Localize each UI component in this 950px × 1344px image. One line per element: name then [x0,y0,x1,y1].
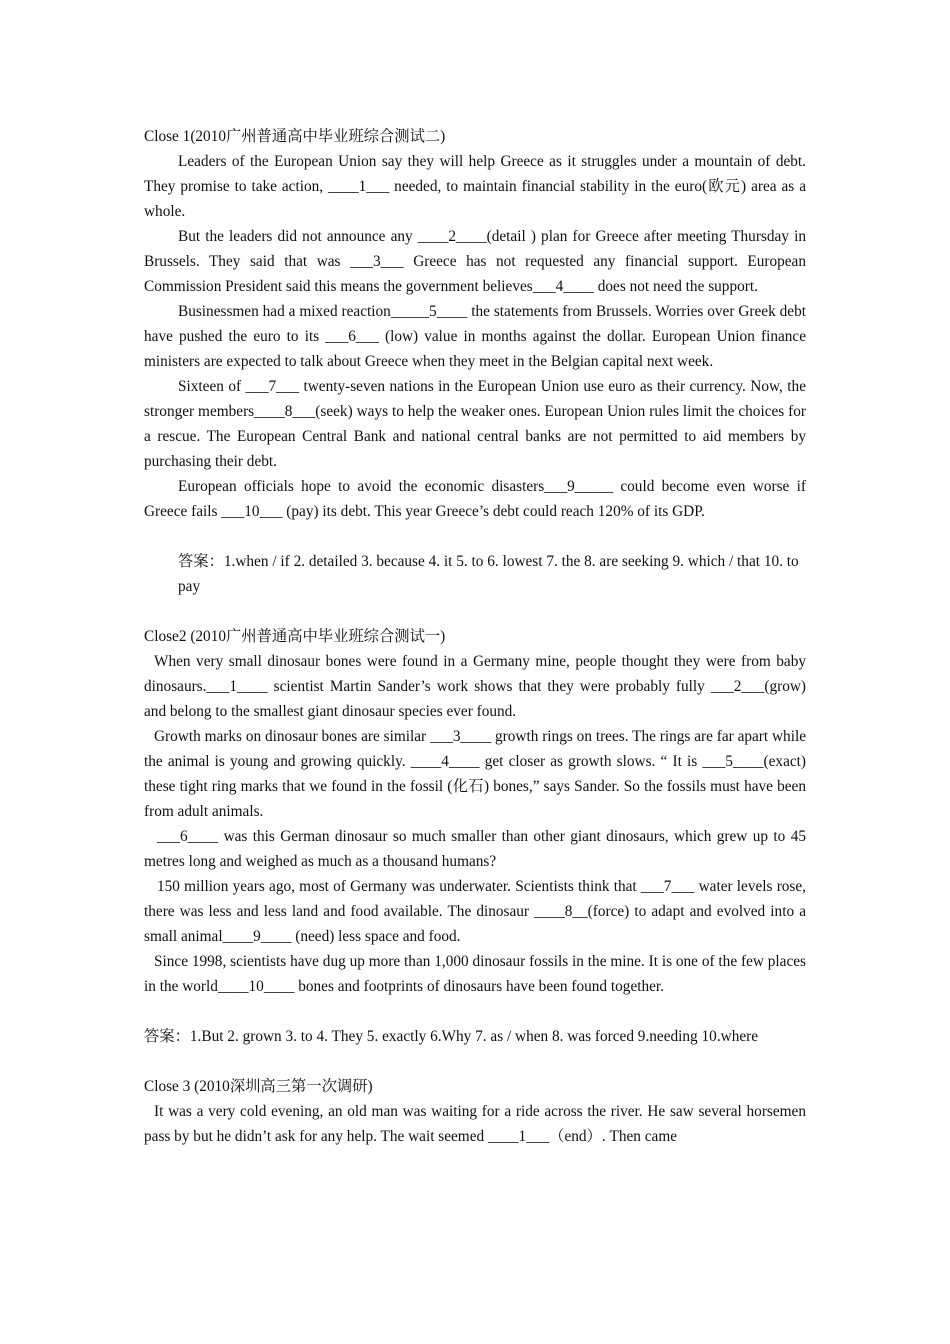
document-page [144,124,806,1149]
close1-paragraph: Businessmen had a mixed reaction_____5____ the statements from Brussels. Worries over Greek debt have pushed the euro to its ___6___ (low) value in months against the dollar. European Union finance ministers are expected to talk about Greece when they meet in the Belgian capital next week. [144,303,806,370]
close1-title: Close 1(2010广州普通高中毕业班综合测试二) [144,128,446,145]
spacer [144,1049,806,1074]
spacer [144,999,806,1024]
close1-paragraph: European officials hope to avoid the economic disasters___9_____ could become even worse if Greece fails ___10___ (pay) its debt. This year Greece’s debt could reach 120% of its GDP. [144,478,806,520]
close3-title: Close 3 (2010深圳高三第一次调研) [144,1078,373,1095]
close1-paragraph: But the leaders did not announce any ____2____(detail ) plan for Greece after meeting Thursday in Brussels. They said that was ___3___ Greece has not requested any financial support. European Commission President said this means the government believes___4____ does not need the support. [144,228,806,295]
spacer [144,524,806,549]
close1-paragraph: Leaders of the European Union say they will help Greece as it struggles under a mountain of debt. They promise to take action, ____1___ needed, to maintain financial stability in the euro(欧元) area as a whole. [144,153,806,220]
close2-paragraph: ___6____ was this German dinosaur so much smaller than other giant dinosaurs, which grew up to 45 metres long and weighed as much as a thousand humans? [144,828,806,870]
close2-paragraph: Growth marks on dinosaur bones are similar ___3____ growth rings on trees. The rings are far apart while the animal is young and growing quickly. ____4____ get closer as growth slows. “ It is ___5____(exact) these tight ring marks that we found in the fossil (化石) bones,” says Sander. So the fossils must have been from adult animals. [144,728,806,820]
close3-paragraph: It was a very cold evening, an old man was waiting for a ride across the river. He saw several horsemen pass by but he didn’t ask for any help. The wait seemed ____1___（end）. Then came [144,1103,806,1145]
close2-paragraph: Since 1998, scientists have dug up more than 1,000 dinosaur fossils in the mine. It is one of the few places in the world____10____ bones and footprints of dinosaurs have been found together. [144,953,806,995]
close1-answer: 答案：1.when / if 2. detailed 3. because 4. it 5. to 6. lowest 7. the 8. are seeking 9. which / that 10. to pay [178,553,799,595]
close1-paragraph: Sixteen of ___7___ twenty-seven nations in the European Union use euro as their currency. Now, the stronger members____8___(seek) ways to help the weaker ones. European Union rules limit the choices for a rescue. The European Central Bank and national central banks are not permitted to aid members by purchasing their debt. [144,378,806,470]
close2-title: Close2 (2010广州普通高中毕业班综合测试一) [144,628,446,645]
close2-paragraph: When very small dinosaur bones were found in a Germany mine, people thought they were from baby dinosaurs.___1____ scientist Martin Sander’s work shows that they were probably fully ___2___(grow) and belong to the smallest giant dinosaur species ever found. [144,653,806,720]
spacer [144,599,806,624]
close2-paragraph: 150 million years ago, most of Germany was underwater. Scientists think that ___7___ water levels rose, there was less and less land and food available. The dinosaur ____8__(force) to adapt and evolved into a small animal____9____ (need) less space and food. [144,878,806,945]
close2-answer: 答案：1.But 2. grown 3. to 4. They 5. exactly 6.Why 7. as / when 8. was forced 9.needing 10.where [144,1028,759,1045]
